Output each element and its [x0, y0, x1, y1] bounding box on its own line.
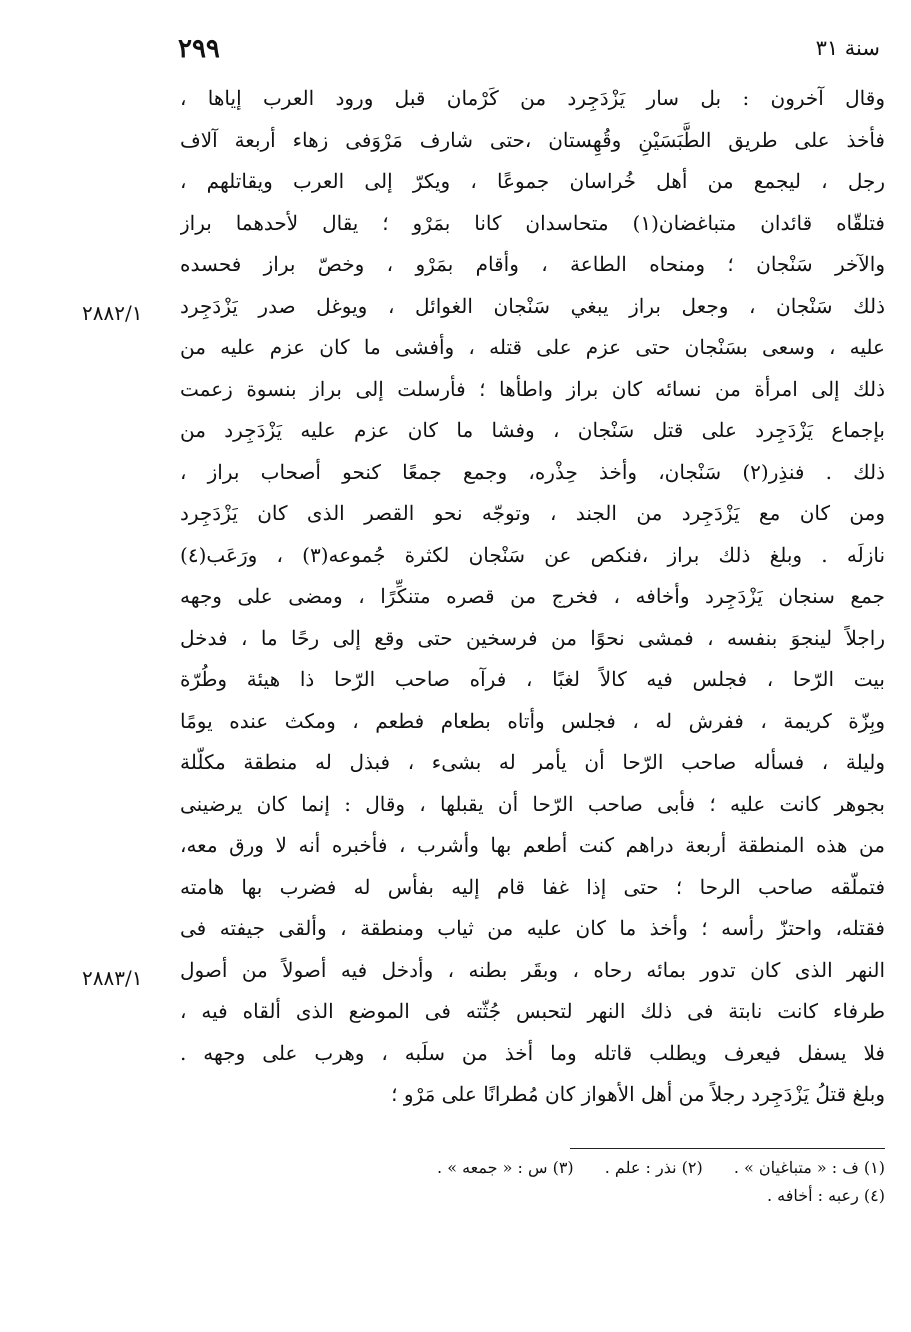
text-line: والآخر سَنْجان ؛ ومنحاه الطاعة ، وأقام بمَرْو ، وخصّ براز فحسده [180, 252, 885, 276]
text-line: فلا يسفل فيعرف ويطلب قاتله وما أخذ من سلَبه ، وهرب على وجهه . [180, 1040, 885, 1065]
footnote-3: (٣) س : « جمعه » . [437, 1158, 574, 1177]
text-line: نازلَه . وبلغ ذلك براز ،فنكص عن سَنْجان لكثرة جُموعه(٣) ، ورَعَب(٤) [180, 542, 885, 567]
text-line: وبلغ قتلُ يَزْدَجِرد رجلاً من أهل الأهواز كان مُطرانًا على مَرْو ؛ [391, 1082, 885, 1106]
text-line: ذلك . فنذِر(٢) سَنْجان، وأخذ حِذْره، وجمع جمعًا كنحو أصحاب براز ، [180, 459, 885, 484]
text-line: وقال آخرون : بل سار يَزْدَجِرد من كَرْمان قبل ورود العرب إياها ، [180, 86, 885, 110]
text-line: جمع سنجان يَزْدَجِرد وأخافه ، فخرج من قصره متنكِّرًا ، ومضى على وجهه [180, 584, 885, 608]
text-line: راجلاً لينجوَ بنفسه ، فمشى نحوًا من فرسخين حتى وقع إلى رحًا ما ، فدخل [180, 625, 885, 650]
text-line: عليه ، وسعى بسَنْجان حتى عزم على قتله ، وأفشى ما كان عزم عليه من [180, 335, 885, 359]
text-line: ومن كان مع يَزْدَجِرد من الجند ، وتوجّه نحو القصر الذى كان يَزْدَجِرد [180, 501, 885, 525]
text-line: وليلة ، فسأله صاحب الرّحا أن يأمر له بشىء ، فبذل له منطقة مكلّلة [180, 750, 885, 774]
main-text [180, 78, 885, 1116]
text-line: النهر الذى كان تدور بمائه رحاه ، وبقَر بطنه ، وأدخل فيه أصولاً من أصول [180, 957, 885, 982]
text-line: وبِزّة كريمة ، ففرش له ، فجلس وأتاه بطعام فطعم ، ومكث عنده يومًا [180, 708, 885, 733]
text-line: طرفاء كانت نابتة فى ذلك النهر لتحبس جُثّته فى الموضع الذى ألقاه فيه ، [180, 999, 885, 1023]
footnotes [180, 1154, 885, 1210]
footnote-line-1 [180, 1154, 885, 1182]
footnote-line-2 [180, 1182, 885, 1210]
text-line: بيت الرّحا ، فجلس فيه كالاً لغبًا ، فرآه صاحب الرّحا ذا هيئة وطُرّة [180, 667, 885, 691]
page-number: ٢٩٩ [178, 34, 220, 64]
footnote-rule [570, 1148, 885, 1149]
margin-note-2: ٢٨٨٣/١ [82, 966, 143, 990]
text-line: بجوهر كانت عليه ؛ فأبى صاحب الرّحا أن يقبلها ، وقال : إنما كان يرضينى [180, 791, 885, 816]
text-line: فقتله، واحتزّ رأسه ؛ وأخذ ما كان عليه من ثياب ومنطقة ، وألقى جيفته فى [180, 916, 885, 940]
footnote-2: (٢) نذر : علم . [604, 1158, 703, 1177]
margin-note-1: ٢٨٨٢/١ [82, 301, 143, 325]
text-line: رجل ، ليجمع من أهل خُراسان جموعًا ، ويكرّ إلى العرب ويقاتلهم ، [180, 169, 885, 193]
text-line: فأخذ على طريق الطَّبَسَيْنِ وقُهِستان ،حتى شارف مَرْوَفى زهاء أربعة آلاف [180, 127, 885, 152]
text-line: فتملّقه صاحب الرحا ؛ حتى إذا غفا قام إليه بفأس له فضرب بها هامته [180, 874, 885, 899]
text-line: من هذه المنطقة أربعة دراهم كنت أطعم بها وأشرب ، فأخبره أنه لا ورق معه، [180, 833, 885, 857]
text-line: بإجماع يَزْدَجِرد على قتل سَنْجان ، وفشا ما كان عزم عليه يَزْدَجِرد من [180, 418, 885, 442]
text-line: ذلك سَنْجان ، وجعل براز يبغي سَنْجان الغوائل ، ويوغل صدر يَزْدَجِرد [180, 293, 885, 318]
text-line: فتلقّاه قائدان متباغضان(١) متحاسدان كانا بمَرْو ؛ يقال لأحدهما براز [180, 210, 885, 235]
running-head: سنة ٣١ [815, 36, 880, 60]
footnote-4: (٤) رعبه : أخافه . [766, 1186, 885, 1205]
footnote-1: (١) ف : « متباغيان » . [733, 1158, 885, 1177]
text-line: ذلك إلى امرأة من نسائه كان براز واطأها ؛ فأرسلت إلى براز بنسوة زعمت [180, 376, 885, 401]
